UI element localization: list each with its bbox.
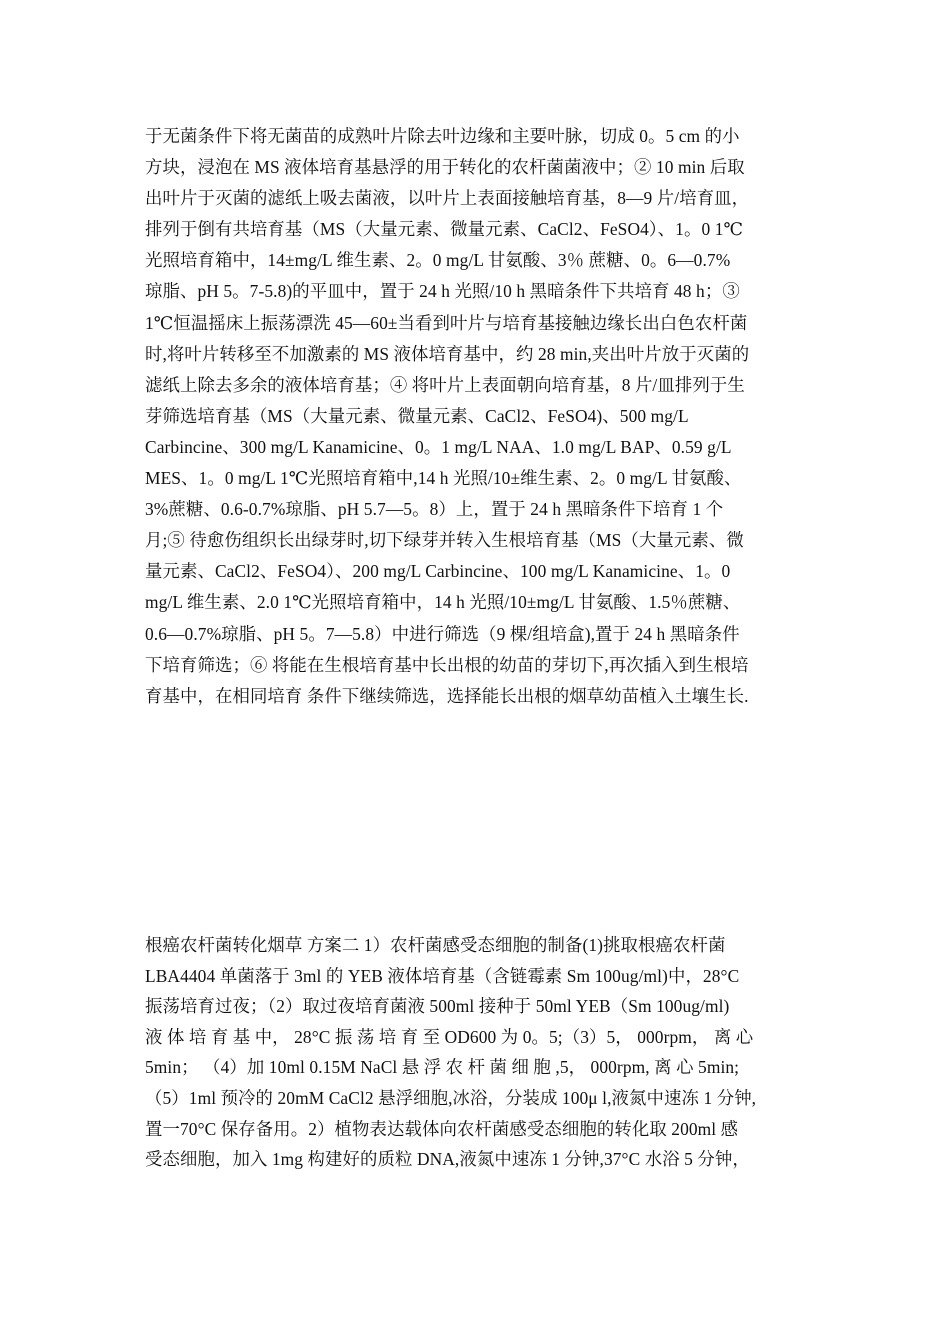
text-line: 1℃恒温摇床上振荡漂洗 45—60±当看到叶片与培育基接触边缘长出白色农杆菌 (145, 312, 748, 333)
paragraph-protocol-steps (145, 121, 815, 712)
text-line: 液 体 培 育 基 中， 28°C 振 荡 培 育 至 OD600 为 0。5;（3）5， 000rpm， 离 心 (145, 1026, 754, 1047)
text-line: 5min； （4）加 10ml 0.15M NaCl 悬 浮 农 杆 菌 细 胞 ,5， 000rpm, 离 心 5min; (145, 1057, 740, 1078)
text-line: 芽筛选培育基（MS（大量元素、微量元素、CaCl2、FeSO4)、500 mg/L (145, 405, 689, 426)
text-line: mg/L 维生素、2.0 1℃光照培育箱中，14 h 光照/10±mg/L 甘氨酸、1.5％蔗糖、 (145, 592, 741, 613)
text-line: 月;⑤ 待愈伤组织长出绿芽时,切下绿芽并转入生根培育基（MS（大量元素、微 (145, 530, 744, 551)
text-line: 受态细胞，加入 1mg 构建好的质粒 DNA,液氮中速冻 1 分钟,37°C 水浴 5 分钟， (145, 1149, 750, 1170)
text-line: （5）1ml 预冷的 20mM CaCl2 悬浮细胞,冰浴，分装成 100μ l,液氮中速冻 1 分钟, (145, 1087, 757, 1108)
text-line: 排列于倒有共培育基（MS（大量元素、微量元素、CaCl2、FeSO4）、1。0 1℃ (145, 219, 744, 240)
text-line: 育基中，在相同培育 条件下继续筛选，选择能长出根的烟草幼苗植入土壤生长. (145, 685, 749, 706)
text-line: 光照培育箱中，14±mg/L 维生素、2。0 mg/L 甘氨酸、3％ 蔗糖、0。6—0.7% (145, 250, 731, 271)
text-line: 下培育筛选；⑥ 将能在生根培育基中长出根的幼苗的芽切下,再次插入到生根培 (145, 654, 749, 675)
text-line: LBA4404 单菌落于 3ml 的 YEB 液体培育基（含链霉素 Sm 100ug/ml)中，28°C (145, 965, 740, 986)
paragraph-method-two (145, 930, 815, 1175)
text-line: 琼脂、pH 5。7-5.8)的平皿中，置于 24 h 光照/10 h 黑暗条件下共培育 48 h；③ (145, 281, 740, 302)
text-line: MES、1。0 mg/L 1℃光照培育箱中,14 h 光照/10±维生素、2。0 mg/L 甘氨酸、 (145, 468, 742, 489)
text-line: 置一70°C 保存备用。2）植物表达载体向农杆菌感受态细胞的转化取 200ml 感 (145, 1118, 739, 1139)
text-line: 量元素、CaCl2、FeSO4）、200 mg/L Carbincine、100 mg/L Kanamicine、1。0 (145, 561, 731, 582)
text-line: 根癌农杆菌转化烟草 方案二 1）农杆菌感受态细胞的制备(1)挑取根癌农杆菌 (145, 935, 726, 955)
text-line: Carbincine、300 mg/L Kanamicine、0。1 mg/L NAA、1.0 mg/L BAP、0.59 g/L (145, 436, 732, 457)
text-line: 3%蔗糖、0.6-0.7%琼脂、pH 5.7—5。8）上，置于 24 h 黑暗条件下培育 1 个 (145, 499, 724, 520)
text-line: 滤纸上除去多余的液体培育基；④ 将叶片上表面朝向培育基，8 片/皿排列于生 (145, 374, 745, 395)
text-line: 振荡培育过夜；（2）取过夜培育菌液 500ml 接种于 50ml YEB（Sm 100ug/ml) (145, 996, 730, 1017)
text-line: 出叶片于灭菌的滤纸上吸去菌液，以叶片上表面接触培育基，8—9 片/培育皿， (145, 188, 750, 209)
text-line: 方块，浸泡在 MS 液体培育基悬浮的用于转化的农杆菌菌液中；② 10 min 后取 (145, 157, 745, 178)
text-line: 时,将叶片转移至不加激素的 MS 液体培育基中，约 28 min,夹出叶片放于灭菌的 (145, 343, 750, 364)
text-line: 0.6—0.7%琼脂、pH 5。7—5.8）中进行筛选（9 棵/组培盒),置于 24 h 黑暗条件 (145, 623, 740, 644)
text-line: 于无菌条件下将无菌苗的成熟叶片除去叶边缘和主要叶脉，切成 0。5 cm 的小 (145, 126, 740, 146)
